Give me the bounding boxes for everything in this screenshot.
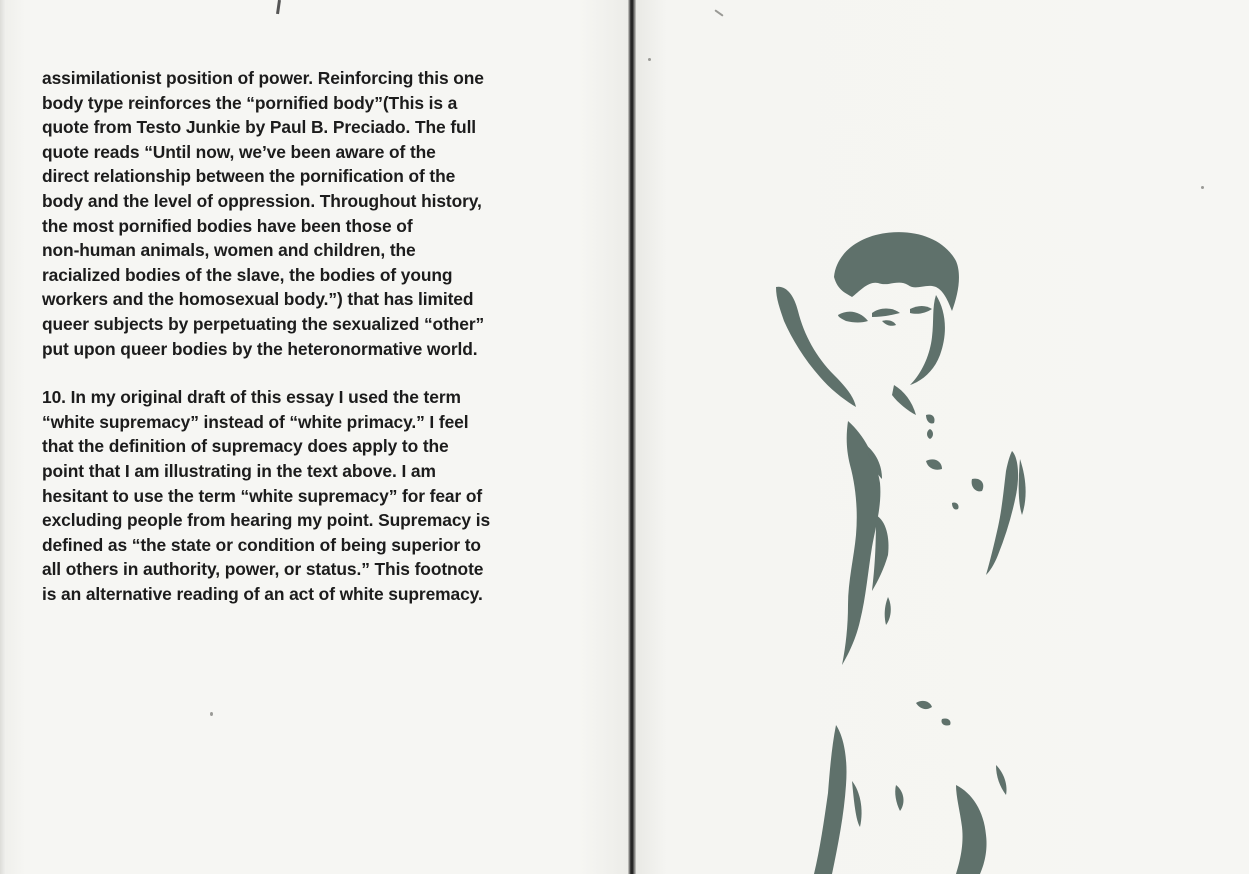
text-line: is an alternative reading of an act of white supremacy. (42, 583, 483, 604)
text-line: that the definition of supremacy does apply to the (42, 436, 449, 457)
paper-speck (210, 712, 213, 716)
text-line: all others in authority, power, or status.” This footnote (42, 559, 484, 580)
text-line: put upon queer bodies by the heteronormative world. (42, 338, 478, 359)
text-line: racialized bodies of the slave, the bodies of young (42, 264, 453, 285)
text-line: the most pornified bodies have been those of (42, 215, 413, 236)
text-line: defined as “the state or condition of being superior to (42, 534, 481, 555)
figure-silhouette-icon (776, 225, 1046, 874)
paper-speck (714, 9, 723, 16)
text-line: point that I am illustrating in the text above. I am (42, 460, 436, 481)
text-line: non-human animals, women and children, the (42, 240, 416, 261)
right-page (636, 0, 1249, 874)
text-line: excluding people from hearing my point. Supremacy is (42, 510, 491, 531)
text-line: body type reinforces the “pornified body”(This is a (42, 92, 458, 113)
paragraph-spacer (42, 361, 597, 385)
text-line: quote reads “Until now, we’ve been aware of the (42, 141, 436, 162)
footnote-10 (42, 385, 597, 606)
footnote-text (42, 66, 597, 606)
text-line: queer subjects by perpetuating the sexualized “other” (42, 313, 485, 334)
paper-speck (1201, 186, 1204, 189)
paper-speck (648, 58, 651, 61)
text-line: “white supremacy” instead of “white primacy.” I feel (42, 411, 469, 432)
ink-mark (276, 0, 281, 14)
text-line: assimilationist position of power. Reinforcing this one (42, 68, 484, 88)
text-line: body and the level of oppression. Throughout history, (42, 190, 482, 211)
text-line: workers and the homosexual body.”) that has limited (42, 289, 474, 310)
binding-gutter (628, 0, 636, 874)
text-line: hesitant to use the term “white supremacy” for fear of (42, 485, 483, 506)
text-line: 10. In my original draft of this essay I used the term (42, 387, 461, 408)
text-line: quote from Testo Junkie by Paul B. Preciado. The full (42, 117, 477, 138)
text-line: direct relationship between the pornification of the (42, 166, 456, 187)
footnote-paragraph-continued (42, 66, 597, 361)
stencil-ink (776, 232, 1026, 874)
page-edge-shadow (0, 0, 6, 874)
